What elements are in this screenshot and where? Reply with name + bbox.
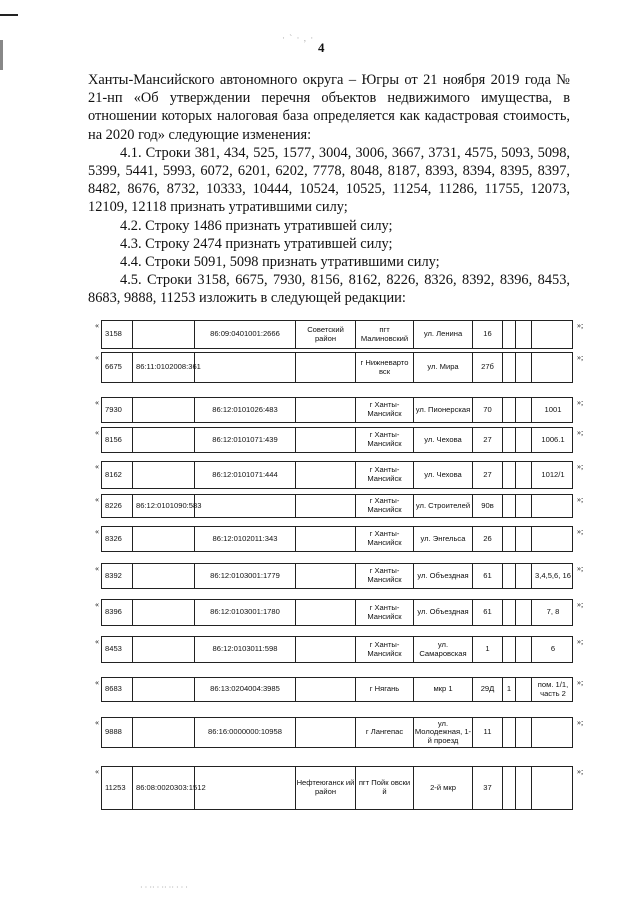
cell-room	[532, 495, 574, 517]
cell-settlement: г Лангепас	[356, 718, 414, 747]
cell-street: ул. Чехова	[414, 462, 473, 488]
cell-district	[296, 353, 356, 382]
row-close-mark: »;	[577, 353, 584, 362]
row-close-mark: »;	[577, 564, 584, 573]
cell-street: ул. Ленина	[414, 321, 473, 348]
cell-bldg	[503, 564, 516, 588]
cell-street: ул. Строителей	[414, 495, 473, 517]
table-row	[95, 766, 584, 810]
cell-letter	[516, 398, 532, 422]
cell-house: 11	[473, 718, 503, 747]
cell-house: 37	[473, 767, 503, 809]
cell-house: 26	[473, 527, 503, 551]
row-open-quote: «	[95, 767, 99, 776]
cell-letter	[516, 428, 532, 452]
cell-district: Советский район	[296, 321, 356, 348]
cell-cad-a	[133, 600, 195, 625]
cell-district	[296, 398, 356, 422]
cell-letter	[516, 495, 532, 517]
row-open-quote: «	[95, 718, 99, 727]
table-row	[95, 677, 584, 702]
item-4-2: 4.2. Строку 1486 признать утратившей силу;	[120, 217, 393, 234]
cell-district	[296, 718, 356, 747]
cell-house: 61	[473, 564, 503, 588]
cell-street: 2-й мкр	[414, 767, 473, 809]
table-row	[95, 320, 584, 349]
cell-settlement: г Нягань	[356, 678, 414, 701]
intro-paragraph: Ханты-Мансийского автономного округа – Югры от 21 ноября 2019 года № 21-нп «Об утверждении перечня объектов недвижимого имущества, в отношении которых налоговая база определяется как кадастровая стоимость, на 2020 год» следующие изменения:	[88, 72, 570, 143]
scan-margin-mark	[0, 40, 3, 70]
row-cells	[101, 717, 573, 748]
row-cells	[101, 461, 573, 489]
cell-settlement: г Ханты-Мансийск	[356, 462, 414, 488]
cell-house: 1	[473, 637, 503, 662]
cell-cad-b: 86:13:0204004:3985	[195, 678, 296, 701]
cell-cad-b	[195, 495, 296, 517]
cell-bldg	[503, 321, 516, 348]
cell-num: 9888	[102, 718, 133, 747]
cell-settlement: г Ханты-Мансийск	[356, 600, 414, 625]
row-close-mark: »;	[577, 678, 584, 687]
cell-bldg	[503, 527, 516, 551]
cell-room	[532, 353, 574, 382]
cell-cad-a	[133, 678, 195, 701]
row-open-quote: «	[95, 600, 99, 609]
cell-district	[296, 462, 356, 488]
cell-cad-b	[195, 767, 296, 809]
cell-bldg	[503, 637, 516, 662]
cell-cad-a	[133, 398, 195, 422]
cell-cad-b: 86:16:0000000:10958	[195, 718, 296, 747]
cell-cad-a	[133, 428, 195, 452]
cell-bldg	[503, 718, 516, 747]
cell-house: 90в	[473, 495, 503, 517]
cell-settlement: г Ханты-Мансийск	[356, 495, 414, 517]
row-cells	[101, 563, 573, 589]
cell-cad-a	[133, 637, 195, 662]
cell-cad-a	[133, 462, 195, 488]
cell-letter	[516, 353, 532, 382]
cell-settlement: пгт Пойк овски й	[356, 767, 414, 809]
cell-room: 3,4,5,6, 16	[535, 570, 571, 580]
cell-letter	[516, 637, 532, 662]
table-row	[95, 717, 584, 748]
cell-street: ул. Объездная	[414, 564, 473, 588]
cell-num: 8453	[102, 637, 133, 662]
header-stamp-noise: · ` · , ·	[282, 33, 315, 43]
cell-district	[296, 495, 356, 517]
cell-room: 6	[550, 644, 556, 654]
cell-district	[296, 564, 356, 588]
item-4-5: 4.5. Строки 3158, 6675, 7930, 8156, 8162, 8226, 8326, 8392, 8396, 8453, 8683, 9888, 11253 изложить в следующей редакции:	[88, 272, 570, 307]
cell-cad-b: 86:12:0103001:1779	[195, 564, 296, 588]
cell-house: 27	[473, 428, 503, 452]
cell-letter	[516, 600, 532, 625]
top-left-rule	[0, 14, 18, 16]
table-row	[95, 636, 584, 663]
cell-house: 27б	[473, 353, 503, 382]
cell-house: 29Д	[473, 678, 503, 701]
cell-num: 7930	[102, 398, 133, 422]
cell-cad-a: 86:08:0020303:1512	[133, 767, 195, 809]
cell-num: 8156	[102, 428, 133, 452]
cell-room: 1001	[544, 404, 562, 414]
row-close-mark: »;	[577, 637, 584, 646]
row-open-quote: «	[95, 564, 99, 573]
cell-letter	[516, 678, 532, 701]
row-open-quote: «	[95, 637, 99, 646]
cell-num: 8326	[102, 527, 133, 551]
cell-cad-b	[195, 353, 296, 382]
cell-num: 8396	[102, 600, 133, 625]
page-number: 4	[318, 40, 325, 55]
document-body-text	[88, 71, 570, 308]
row-cells	[101, 397, 573, 423]
cell-street: ул. Самаровская	[414, 637, 473, 662]
cell-settlement: г Ханты-Мансийск	[356, 398, 414, 422]
cell-cad-b: 86:12:0103011:598	[195, 637, 296, 662]
cell-letter	[516, 462, 532, 488]
table-row	[95, 461, 584, 489]
cell-cad-a	[133, 321, 195, 348]
row-open-quote: «	[95, 353, 99, 362]
cell-cad-b: 86:12:0101026:483	[195, 398, 296, 422]
cell-num: 8162	[102, 462, 133, 488]
row-cells	[101, 766, 573, 810]
table-row	[95, 397, 584, 423]
cell-bldg	[503, 462, 516, 488]
cell-room	[532, 527, 574, 551]
row-close-mark: »;	[577, 428, 584, 437]
cell-house: 70	[473, 398, 503, 422]
row-close-mark: »;	[577, 718, 584, 727]
row-cells	[101, 352, 573, 383]
table-row	[95, 494, 584, 518]
cell-num: 8392	[102, 564, 133, 588]
cell-bldg: 1	[503, 678, 516, 701]
cell-room: пом. 1/1, часть 2	[537, 679, 569, 698]
cell-room	[532, 321, 574, 348]
cell-room: 1006.1	[541, 434, 565, 444]
row-close-mark: »;	[577, 767, 584, 776]
cell-street: ул. Мира	[414, 353, 473, 382]
cell-settlement: г Ханты-Мансийск	[356, 564, 414, 588]
cell-settlement: г Нижневарто вск	[356, 353, 414, 382]
cell-cad-a	[133, 718, 195, 747]
row-open-quote: «	[95, 678, 99, 687]
row-open-quote: «	[95, 527, 99, 536]
cell-letter	[516, 527, 532, 551]
cell-settlement: г Ханты-Мансийск	[356, 527, 414, 551]
cell-cad-a	[133, 527, 195, 551]
row-cells	[101, 599, 573, 626]
cell-cad-b: 86:12:0103001:1780	[195, 600, 296, 625]
cell-bldg	[503, 428, 516, 452]
row-close-mark: »;	[577, 495, 584, 504]
cell-house: 27	[473, 462, 503, 488]
cell-room: 1012/1	[541, 469, 565, 479]
cell-street: ул. Объездная	[414, 600, 473, 625]
cell-street: ул. Энгельса	[414, 527, 473, 551]
cell-district: Нефтеюганск ий район	[296, 767, 356, 809]
cell-letter	[516, 321, 532, 348]
cell-bldg	[503, 767, 516, 809]
cell-bldg	[503, 495, 516, 517]
cell-cad-b: 86:12:0102011:343	[195, 527, 296, 551]
cell-cad-a: 86:11:0102008:361	[133, 353, 195, 382]
cell-bldg	[503, 353, 516, 382]
cell-room: 7, 8	[546, 607, 560, 617]
item-4-1: 4.1. Строки 381, 434, 525, 1577, 3004, 3006, 3667, 3731, 4575, 5093, 5098, 5399, 5441, 5993, 6072, 6201, 6202, 7778, 8048, 8187, 8393, 8394, 8395, 8397, 8482, 8676, 8732, 10333, 10444, 10524, 10525, 11254, 11286, 11755, 12073, 12109, 12118 признать утратившими силу;	[88, 144, 570, 216]
row-close-mark: »;	[577, 527, 584, 536]
item-4-4: 4.4. Строки 5091, 5098 признать утратившими силу;	[120, 254, 440, 271]
cell-house: 16	[473, 321, 503, 348]
cell-room	[532, 718, 574, 747]
row-open-quote: «	[95, 462, 99, 471]
cell-cad-b: 86:12:0101071:439	[195, 428, 296, 452]
cell-house: 61	[473, 600, 503, 625]
cell-num: 8226	[102, 495, 133, 517]
cell-district	[296, 637, 356, 662]
row-open-quote: «	[95, 321, 99, 330]
row-cells	[101, 427, 573, 453]
cell-street: ул. Молодежная, 1-й проезд	[414, 718, 473, 747]
cell-num: 11253	[102, 767, 133, 809]
cell-street: ул. Чехова	[414, 428, 473, 452]
footer-scan-noise: · · ·· · ·· ·· · · ·	[140, 883, 188, 892]
cell-cad-b: 86:12:0101071:444	[195, 462, 296, 488]
table-row	[95, 427, 584, 453]
cell-letter	[516, 767, 532, 809]
cell-settlement: г Ханты-Мансийск	[356, 428, 414, 452]
row-cells	[101, 320, 573, 349]
table-row	[95, 563, 584, 589]
cell-cad-b: 86:09:0401001:2666	[195, 321, 296, 348]
cell-district	[296, 428, 356, 452]
row-close-mark: »;	[577, 321, 584, 330]
cell-district	[296, 527, 356, 551]
cell-district	[296, 678, 356, 701]
cell-street: ул. Пионерская	[414, 398, 473, 422]
cell-cad-a: 86:12:0101090:583	[133, 495, 195, 517]
cell-settlement: пгт Малиновский	[356, 321, 414, 348]
row-close-mark: »;	[577, 398, 584, 407]
cell-bldg	[503, 600, 516, 625]
cell-cad-a	[133, 564, 195, 588]
row-cells	[101, 526, 573, 552]
cell-street: мкр 1	[414, 678, 473, 701]
cell-num: 8683	[102, 678, 133, 701]
row-close-mark: »;	[577, 600, 584, 609]
row-open-quote: «	[95, 398, 99, 407]
row-open-quote: «	[95, 428, 99, 437]
table-row	[95, 526, 584, 552]
cell-letter	[516, 564, 532, 588]
cell-district	[296, 600, 356, 625]
table-row	[95, 352, 584, 383]
cell-letter	[516, 718, 532, 747]
row-cells	[101, 636, 573, 663]
cell-num: 3158	[102, 321, 133, 348]
cell-settlement: г Ханты-Мансийск	[356, 637, 414, 662]
cell-num: 6675	[102, 353, 133, 382]
table-row	[95, 599, 584, 626]
row-close-mark: »;	[577, 462, 584, 471]
row-open-quote: «	[95, 495, 99, 504]
cell-bldg	[503, 398, 516, 422]
cell-room	[532, 767, 574, 809]
row-cells	[101, 494, 573, 518]
item-4-3: 4.3. Строку 2474 признать утратившей силу;	[120, 235, 393, 252]
row-cells	[101, 677, 573, 702]
